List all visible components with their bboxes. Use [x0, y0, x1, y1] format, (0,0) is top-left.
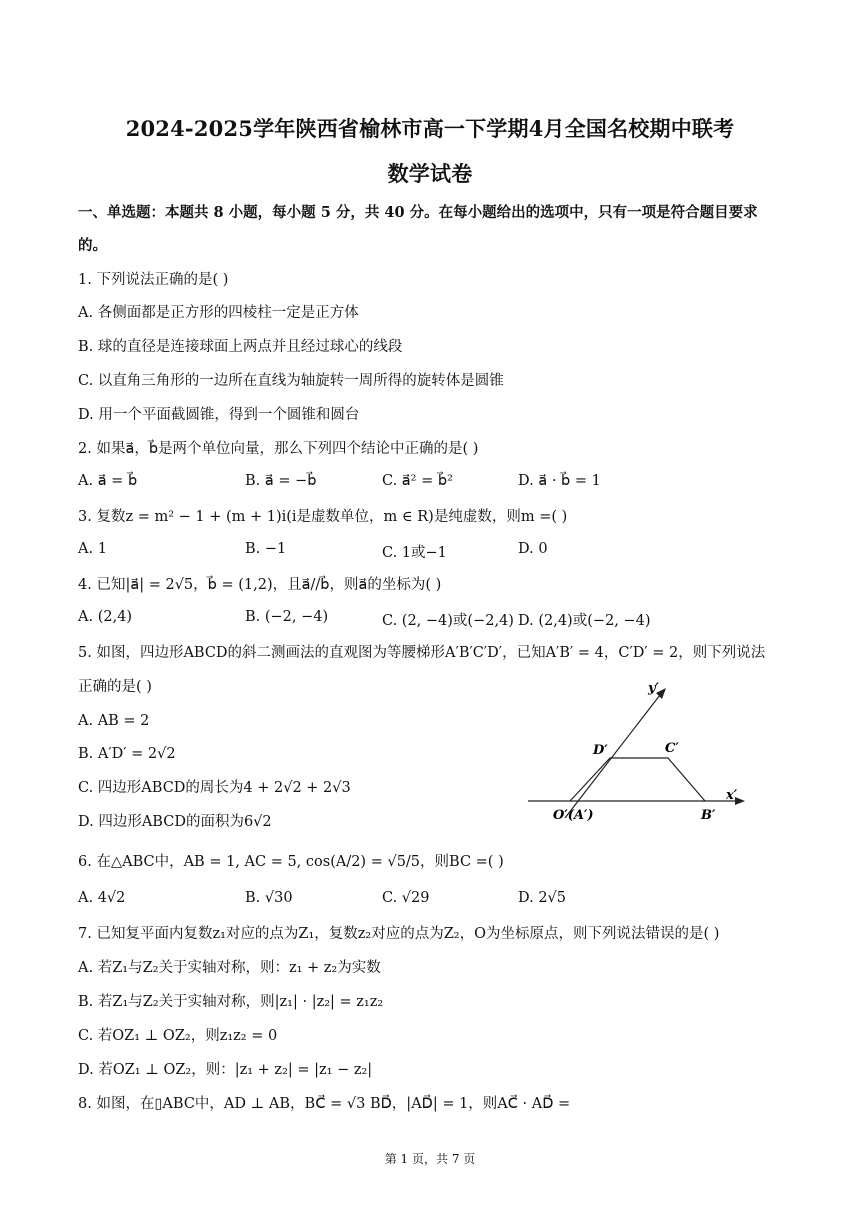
label-vertex-b: B′: [701, 808, 716, 823]
q4-options: [78, 609, 778, 629]
q5-stem-cont: 正确的是( ): [78, 679, 152, 695]
exam-subtitle: 数学试卷: [387, 161, 473, 186]
q6-option-a: A. 4√2: [78, 890, 126, 906]
q7-option-a: A. 若Z₁与Z₂关于实轴对称，则：z₁ + z₂为实数: [78, 960, 381, 976]
label-vertex-d: D′: [593, 743, 608, 758]
q8-stem: 8. 如图，在▯ABC中，AD ⊥ AB，BC⃗ = √3 BD⃗，|AD⃗| = 1，则AC⃗ · AD⃗ =: [78, 1096, 571, 1112]
q4-option-b: B. (−2, −4): [245, 609, 329, 625]
section-heading-cont: 的。: [78, 237, 107, 254]
q7-option-b: B. 若Z₁与Z₂关于实轴对称，则|z₁| · |z₂| = z₁z₂: [78, 994, 384, 1010]
q7-option-c: C. 若OZ₁ ⊥ OZ₂，则z₁z₂ = 0: [78, 1028, 278, 1044]
q1-option-b: B. 球的直径是连接球面上两点并且经过球心的线段: [78, 339, 403, 355]
section-heading: 一、单选题：本题共 8 小题，每小题 5 分，共 40 分。在每小题给出的选项中，只有一项是符合题目要求: [78, 204, 758, 221]
q4-option-c: C. (2, −4)或(−2,4): [382, 613, 514, 629]
q5-option-d: D. 四边形ABCD的面积为6√2: [78, 814, 272, 830]
q5-stem: 5. 如图，四边形ABCD的斜二测画法的直观图为等腰梯形A′B′C′D′，已知A′B′ = 4，C′D′ = 2，则下列说法: [78, 645, 766, 661]
q1-stem: 1. 下列说法正确的是( ): [78, 272, 229, 288]
q1-option-d: D. 用一个平面截圆锥，得到一个圆锥和圆台: [78, 407, 360, 423]
exam-title: 2024-2025学年陕西省榆林市高一下学期4月全国名校期中联考: [125, 116, 735, 141]
q5-trapezoid-figure: [520, 678, 760, 828]
q6-option-d: D. 2√5: [518, 890, 567, 906]
q4-option-d: D. (2,4)或(−2, −4): [518, 613, 651, 629]
q7-option-d: D. 若OZ₁ ⊥ OZ₂，则：|z₁ + z₂| = |z₁ − z₂|: [78, 1062, 373, 1078]
y-axis-line: [565, 695, 660, 818]
q2-option-d: D. a⃗ · b⃗ = 1: [518, 473, 601, 489]
q4-option-a: A. (2,4): [78, 609, 133, 625]
label-vertex-c: C′: [665, 741, 679, 756]
q3-option-b: B. −1: [245, 541, 287, 557]
q4-stem: 4. 已知|a⃗| = 2√5，b⃗ = (1,2)，且a⃗//b⃗，则a⃗的坐标为( ): [78, 577, 442, 593]
q2-option-c: C. a⃗² = b⃗²: [382, 473, 453, 489]
q6-options: [78, 890, 778, 910]
q3-options: [78, 541, 778, 561]
q5-option-c: C. 四边形ABCD的周长为4 + 2√2 + 2√3: [78, 780, 351, 796]
page-footer: 第 1 页，共 7 页: [384, 1152, 476, 1166]
q3-option-d: D. 0: [518, 541, 548, 557]
q6-stem: 6. 在△ABC中，AB = 1, AC = 5, cos(A/2) = √5/5，则BC =( ): [78, 854, 504, 870]
label-y-axis: y′: [648, 681, 659, 696]
q3-option-c: C. 1或−1: [382, 545, 447, 561]
q2-stem: 2. 如果a⃗，b⃗是两个单位向量，那么下列四个结论中正确的是( ): [78, 441, 479, 457]
q2-option-b: B. a⃗ = −b⃗: [245, 473, 317, 489]
q1-option-c: C. 以直角三角形的一边所在直线为轴旋转一周所得的旋转体是圆锥: [78, 373, 504, 389]
trapezoid-outline: [570, 758, 705, 801]
q1-option-a: A. 各侧面都是正方形的四棱柱一定是正方体: [78, 305, 359, 321]
q2-options: [78, 473, 778, 493]
q6-option-b: B. √30: [245, 890, 293, 906]
q5-option-b: B. A′D′ = 2√2: [78, 746, 176, 762]
q5-option-a: A. AB = 2: [78, 713, 150, 729]
q2-option-a: A. a⃗ = b⃗: [78, 473, 138, 489]
q7-stem: 7. 已知复平面内复数z₁对应的点为Z₁，复数z₂对应的点为Z₂，O为坐标原点，则下列说法错误的是( ): [78, 926, 720, 942]
label-origin: O′(A′): [553, 808, 594, 823]
label-x-axis: x′: [726, 788, 738, 803]
q3-stem: 3. 复数z = m² − 1 + (m + 1)i(i是虚数单位，m ∈ R)是纯虚数，则m =( ): [78, 509, 568, 525]
q3-option-a: A. 1: [78, 541, 107, 557]
q6-option-c: C. √29: [382, 890, 430, 906]
